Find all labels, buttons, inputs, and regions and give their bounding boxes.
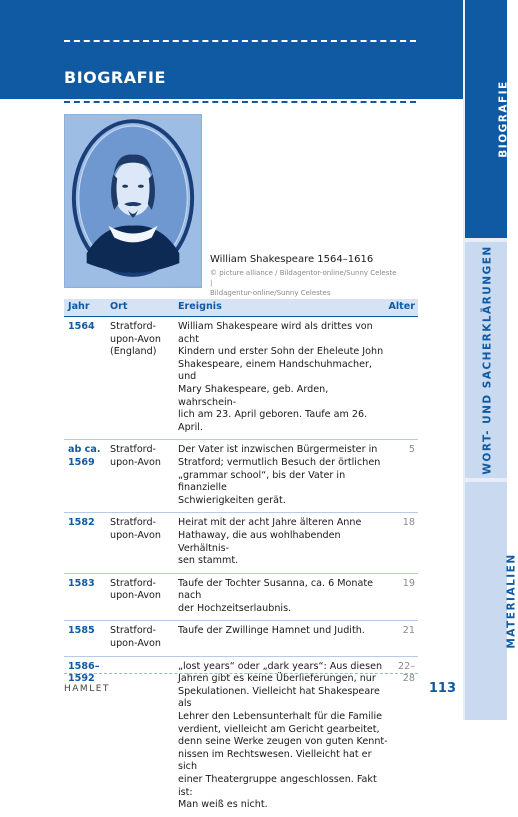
table-row (64, 621, 418, 656)
cell-alter: 21 (402, 625, 415, 637)
table-row (64, 657, 418, 817)
header-ort: Ort (110, 301, 128, 313)
shakespeare-portrait-image (64, 114, 202, 288)
cell-ereignis: „lost years“ oder „dark years“: Aus diesen Jahren gibt es keine Überlieferungen, nur Spekulationen. Vielleicht hat Shakespeare als Lehrer den Lebensunterhalt für die Familie verdient, vielleicht am Gericht gearbeitet, denn seine Werke zeugen von guten Kennt- nissen im Rechtswesen. Vielleicht hat er sich einer Theatergruppe angeschlossen. Fakt ist: Man weiß es nicht. (178, 660, 388, 811)
cell-alter: 22–28 (397, 660, 415, 685)
header-band (0, 0, 463, 99)
header-jahr: Jahr (68, 301, 90, 313)
cell-ereignis: Taufe der Zwillinge Hamnet und Judith. (178, 625, 365, 637)
table-header-row (64, 299, 418, 317)
cell-jahr: 1586– 1592 (68, 660, 100, 685)
cell-jahr: 1582 (68, 517, 95, 529)
footer-dashed-rule (64, 673, 418, 674)
cell-jahr: ab ca. 1569 (68, 444, 101, 468)
image-credit: © picture alliance / Bildagentor-online/Sunny Celeste | Bildagentur-online/Sunny Celestes (210, 269, 397, 297)
table-row (64, 513, 418, 573)
image-caption: William Shakespeare 1564–1616 (210, 254, 374, 265)
tab-biografie[interactable]: BIOGRAFIE (465, 0, 507, 238)
table-row (64, 574, 418, 622)
cell-ereignis: Heirat mit der acht Jahre älteren Anne Hathaway, die aus wohlhabenden Verhältnis- sen stammt. (178, 517, 362, 567)
cell-ort (110, 661, 178, 812)
cell-ort: Stratford- upon-Avon (110, 444, 161, 468)
header-alter: Alter (388, 301, 415, 313)
cell-jahr: 1583 (68, 577, 95, 589)
cell-alter (388, 321, 418, 434)
page-title: BIOGRAFIE (64, 68, 166, 87)
cell-jahr: 1585 (68, 625, 95, 637)
header-ereignis: Ereignis (178, 301, 222, 313)
cell-ort: Stratford- upon-Avon (England) (110, 321, 161, 358)
tab-wort-und-sacherklaerungen[interactable]: WORT- UND SACHERKLÄRUNGEN (465, 242, 507, 478)
table-row (64, 317, 418, 440)
cell-alter: 5 (408, 444, 415, 456)
cell-ort: Stratford- upon-Avon (110, 517, 161, 541)
side-tabs (463, 0, 518, 720)
tab-materialien[interactable]: MATERIALIEN (465, 482, 507, 720)
cell-ereignis: Der Vater ist inzwischen Bürgermeister in Stratford; vermutlich Besuch der örtlichen „grammar school“, bis der Vater in finanzielle Schwierigkeiten gerät. (178, 444, 381, 506)
table-row (64, 440, 418, 513)
cell-jahr: 1564 (68, 321, 95, 332)
cell-ort: Stratford- upon-Avon (110, 625, 161, 650)
cell-ereignis: Taufe der Tochter Susanna, ca. 6 Monate nach der Hochzeitserlaubnis. (178, 577, 374, 614)
cell-alter: 19 (402, 577, 415, 589)
title-dashed-rule (64, 101, 416, 103)
footer-book-title: HAMLET (64, 684, 110, 694)
cell-ort: Stratford- upon-Avon (110, 577, 161, 602)
biography-table (64, 299, 418, 817)
cell-alter: 18 (402, 517, 415, 529)
cell-ereignis: William Shakespeare wird als drittes von acht Kindern und erster Sohn der Eheleute John Shakespeare, einem Handschuhmacher, und Mary Shakespeare, geb. Arden, wahrschein- lich am 23. April geboren. Taufe am 26. April. (178, 321, 384, 433)
page-number: 113 (428, 681, 456, 696)
header-dashed-rule (64, 40, 416, 42)
